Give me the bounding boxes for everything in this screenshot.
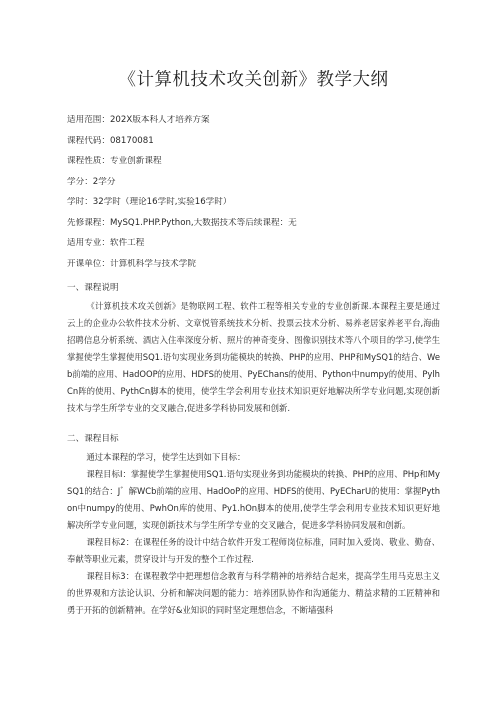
section-heading: 二、课程目标 (67, 433, 119, 444)
section-heading: 一、课程说明 (67, 282, 119, 293)
meta-scope: 适用范围：202X版本科人才培养方案 (67, 115, 210, 125)
meta-hours: 学时：32学时（理论16学时,实验16学时） (67, 197, 232, 207)
paragraph: 课程目标2：在课程任务的设计中结合软件开发工程师岗位标准，同时加入爱岗、敬业、勤奋、奉献等职业元素，贯穿设计与开发的整个工作过程. (67, 536, 440, 564)
paragraph: 课程目标3：在课程教学中把理想信念教育与科学精神的培养结合起来，提高学生用马克思主义的世界观和方法论认识、分析和解决问题的能力：培养团队协作和沟通能力、精益求精的工匠精神和勇于开拓的创新精神。在学好&业知识的同时坚定理想信念，不断墙强科 (67, 570, 440, 615)
paragraph: 通过本课程的学习，使学生达到如下目标： (86, 451, 246, 462)
meta-prerequisites: 先修课程：MySQ1.PHP.Python,大数据技术等后续课程：无 (67, 217, 297, 228)
section-course-description (67, 283, 440, 417)
paragraph: 《计算机技术攻关创新》是物联网工程、软件工程等相关专业的专业创新课.本课程主要是通过云上的企业办公软件技术分析、文章悦管系统技术分析、投票云技术分析、易养老居家养老平台,海曲招聘信息分析系统、酒店入住率深度分析、照片的神奇变身、图像识别技术等八个项目的学习,使学生掌握使学生掌握使用SQ1.语句实现业务到功能模块的转换、PHP的应用、PHP和MySQ1的结合、Web前端的应用、HadOOP的应用、HDFS的使用、PyEChans的使用、Python中numpy的使用、PylhCn阵的使用、PythCn脚本的使用，使学生学会利用专业技术知识更好地解决所学专业问题,实现创新技术与学生所学专业的交叉融合,促进多学科协同发展和创新. (67, 300, 440, 413)
meta-department: 开课单位：计算机科学与技术学院 (67, 258, 196, 269)
meta-course-nature: 课程性质：专业创新课程 (67, 156, 162, 166)
meta-course-code: 课程代码：08170081 (67, 135, 154, 146)
paragraph: 课程目标I：掌握使学生掌握使用SQ1.语句实现业务到功能模块的转换、PHP的应用、PHp和MySQ1的结合：J゛解WCb前端的应用、HadOoP的应用、HDFS的使用、PyECharU的使用：掌握Python中numpy的使用、PwhOn库的使用、Py1.hOn脚本的使用,使学生学会利用专业技术知识更好地解决所学专业问题，实现创新技术与学生所学专业的交叉融合，促进多学科协同发展和创新。 (67, 468, 440, 530)
meta-credits: 学分：2学分 (67, 176, 116, 187)
document-title: 《计算机技术攻关创新》教学大纲 (118, 70, 389, 90)
meta-major: 适用专业：软件工程 (67, 238, 145, 248)
course-meta (67, 115, 440, 269)
section-course-objectives (67, 434, 440, 619)
